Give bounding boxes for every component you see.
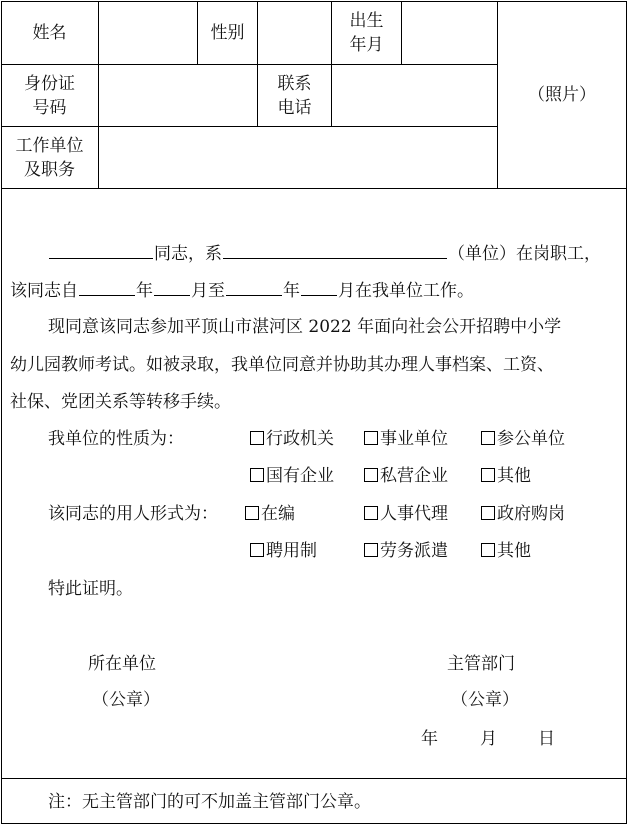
footnote: 注：无主管部门的可不加盖主管部门公章。 bbox=[48, 792, 371, 812]
start-month-blank[interactable] bbox=[154, 277, 190, 296]
start-year-blank[interactable] bbox=[79, 277, 135, 296]
checkbox-icon[interactable] bbox=[364, 431, 378, 445]
certify-line-2: 该同志自 年 月至 年 月在我单位工作。 bbox=[10, 277, 474, 303]
checkbox-icon[interactable] bbox=[364, 543, 378, 557]
checkbox-icon[interactable] bbox=[245, 506, 259, 520]
id-field[interactable] bbox=[99, 65, 257, 126]
employ-option[interactable]: 政府购岗 bbox=[481, 502, 565, 526]
date-month-label: 月 bbox=[480, 729, 497, 749]
phone-field[interactable] bbox=[332, 65, 497, 126]
date-day-label: 日 bbox=[538, 729, 555, 749]
nature-option[interactable]: 私营企业 bbox=[364, 464, 448, 488]
nature-option[interactable]: 事业单位 bbox=[364, 427, 448, 451]
work-field[interactable] bbox=[99, 127, 497, 188]
id-label: 身份证 号码 bbox=[24, 73, 75, 118]
nature-option[interactable]: 参公单位 bbox=[481, 427, 565, 451]
checkbox-icon[interactable] bbox=[481, 543, 495, 557]
dept-sign-label: 主管部门 bbox=[447, 654, 515, 674]
birth-label: 出生 年月 bbox=[349, 10, 384, 55]
checkbox-icon[interactable] bbox=[250, 431, 264, 445]
name-field[interactable] bbox=[99, 1, 197, 64]
nature-option[interactable]: 国有企业 bbox=[250, 464, 334, 488]
birth-field[interactable] bbox=[402, 1, 497, 64]
employ-option[interactable]: 其他 bbox=[481, 539, 531, 563]
end-month-blank[interactable] bbox=[301, 277, 337, 296]
date-year-label: 年 bbox=[421, 729, 438, 749]
gender-field[interactable] bbox=[258, 1, 331, 64]
nature-option[interactable]: 其他 bbox=[481, 464, 531, 488]
checkbox-icon[interactable] bbox=[481, 506, 495, 520]
phone-label: 联系 电话 bbox=[277, 73, 312, 118]
employ-option[interactable]: 劳务派遣 bbox=[364, 539, 448, 563]
unit-sign-label: 所在单位 bbox=[88, 654, 156, 674]
employ-option[interactable]: 在编 bbox=[245, 502, 295, 526]
row-divider bbox=[1, 188, 627, 189]
checkbox-icon[interactable] bbox=[481, 468, 495, 482]
employ-option[interactable]: 人事代理 bbox=[364, 502, 448, 526]
gender-label: 性别 bbox=[210, 22, 245, 43]
checkbox-icon[interactable] bbox=[481, 431, 495, 445]
unit-seal-label: （公章） bbox=[92, 690, 160, 710]
unit-name-blank[interactable] bbox=[223, 240, 447, 259]
certify-statement: 特此证明。 bbox=[48, 579, 133, 599]
consent-line-1: 现同意该同志参加平顶山市湛河区 2022 年面向社会公开招聘中小学 bbox=[48, 317, 562, 337]
row-divider bbox=[1, 778, 627, 779]
end-year-blank[interactable] bbox=[226, 277, 282, 296]
photo-area: （照片） bbox=[528, 84, 596, 105]
consent-line-3: 社保、党团关系等转移手续。 bbox=[10, 392, 231, 412]
checkbox-icon[interactable] bbox=[250, 468, 264, 482]
dept-seal-label: （公章） bbox=[451, 690, 519, 710]
consent-line-2: 幼儿园教师考试。如被录取，我单位同意并协助其办理人事档案、工资、 bbox=[10, 355, 554, 375]
checkbox-icon[interactable] bbox=[364, 468, 378, 482]
employ-option[interactable]: 聘用制 bbox=[250, 539, 317, 563]
checkbox-icon[interactable] bbox=[250, 543, 264, 557]
checkbox-icon[interactable] bbox=[364, 506, 378, 520]
nature-label: 我单位的性质为： bbox=[48, 429, 184, 449]
work-label: 工作单位 及职务 bbox=[15, 135, 84, 180]
employ-label: 该同志的用人形式为： bbox=[48, 504, 218, 524]
person-name-blank[interactable] bbox=[49, 240, 153, 259]
certify-line-1: 同志，系 （单位）在岗职工， bbox=[48, 240, 601, 266]
nature-option[interactable]: 行政机关 bbox=[250, 427, 334, 451]
name-label: 姓名 bbox=[32, 22, 67, 43]
